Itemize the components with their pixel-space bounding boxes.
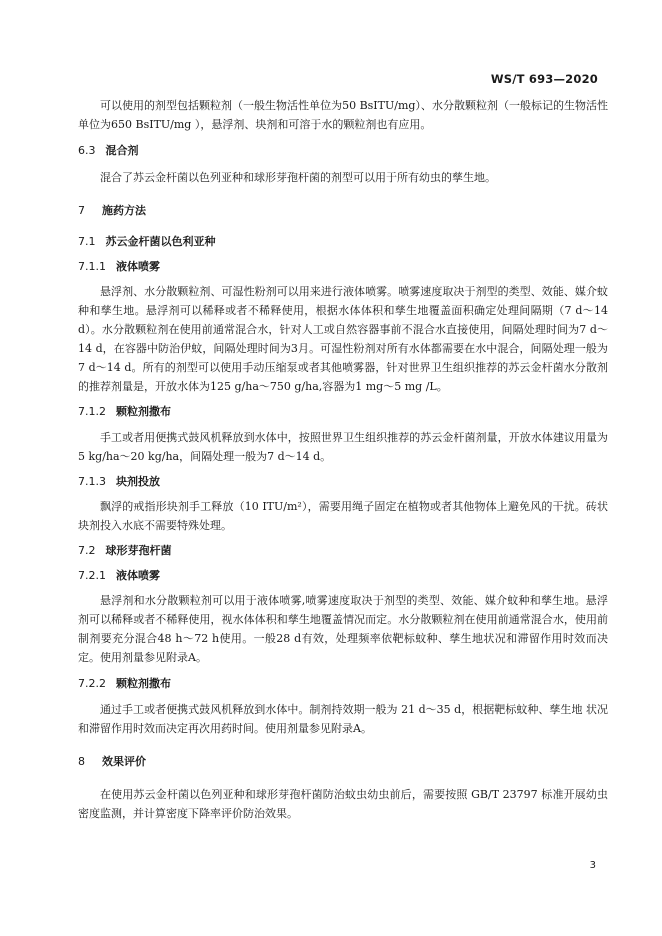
section-title: 球形芽孢杆菌 [105,544,172,557]
section-heading-7-1 [78,232,608,251]
section-heading-7-1-2 [78,402,608,421]
section-heading-6-3 [78,141,608,160]
section-title: 施药方法 [102,204,146,217]
section-number: 7.2.1 [78,569,106,582]
paragraph-evaluation: 在使用苏云金杆菌以色列亚种和球形芽孢杆菌防治蚊虫幼虫前后，需要按照 GB/T 23797 标准开展幼虫密度监测，并计算密度下降率评价防治效果。 [78,788,608,820]
paragraph-mixtures: 混合了苏云金杆菌以色列亚种和球形芽孢杆菌的剂型可以用于所有幼虫的孳生地。 [100,171,496,184]
section-number: 7 [78,204,85,217]
section-heading-7-1-3 [78,472,608,491]
section-number: 7.2 [78,544,96,557]
standard-code: WS/T 693—2020 [490,72,598,86]
paragraph-formulations: 可以使用的剂型包括颗粒剂（一般生物活性单位为50 BsITU/mg）、水分散颗粒剂（一般标记的生物活性单位为650 BsITU/mg ），悬浮剂、块剂和可溶于水的颗粒剂也有应用。 [78,99,608,131]
section-heading-7-2-2 [78,674,608,693]
section-heading-7-1-1 [78,257,608,276]
section-number: 8 [78,755,85,768]
paragraph-liquid-spray-bti: 悬浮剂、水分散颗粒剂、可湿性粉剂可以用来进行液体喷雾。喷雾速度取决于剂型的类型、效能、媒介蚊种和孳生地。悬浮剂可以稀释或者不稀释使用，根据水体体积和孳生地覆盖面积确定处理间隔期（7 d～14 d）。水分散颗粒剂在使用前通常混合水，针对人工或自然容器事前不混合水直接使用，间隔处理时间为7 d～14 d，在容器中防治伊蚊，间隔处理时间为3月。可湿性粉剂对所有水体都需要在水中混合，间隔处理一般为7 d～14 d。所有的剂型可以使用手动压缩泵或者其他喷雾器，针对世界卫生组织推荐的苏云金杆菌水分散剂的推荐剂量是，开放水体为125 g/ha～750 g/ha,容器为1 mg～5 mg /L。 [78,285,608,393]
section-title: 块剂投放 [116,475,160,488]
section-title: 颗粒剂撒布 [116,405,171,418]
section-number: 7.1 [78,235,96,248]
section-heading-7-2 [78,541,608,560]
section-title: 效果评价 [102,755,146,768]
section-number: 7.2.2 [78,677,106,690]
section-title: 液体喷雾 [116,569,160,582]
section-title: 混合剂 [105,144,139,157]
section-heading-7 [78,201,608,220]
paragraph-liquid-spray-bs: 悬浮剂和水分散颗粒剂可以用于液体喷雾,喷雾速度取决于剂型的类型、效能、媒介蚊种和孳生地。悬浮剂可以稀释或者不稀释使用，视水体体积和孳生地覆盖情况而定。水分散颗粒剂在使用前通常混合水，使用前制剂要充分混合48 h～72 h使用。一般28 d有效，处理频率依靶标蚊种、孳生地状况和滞留作用时效而决定。使用剂量参见附录A。 [78,594,608,664]
section-number: 6.3 [78,144,96,157]
section-number: 7.1.2 [78,405,106,418]
section-title: 苏云金杆菌以色利亚种 [105,235,216,248]
section-number: 7.1.3 [78,475,106,488]
section-heading-8 [78,752,608,771]
document-body [78,96,608,823]
section-title: 液体喷雾 [116,260,160,273]
section-title: 颗粒剂撒布 [116,677,171,690]
paragraph-briquette: 飘浮的戒指形块剂手工释放（10 ITU/m²），需要用绳子固定在植物或者其他物体上避免风的干扰。砖状块剂投入水底不需要特殊处理。 [78,500,608,532]
paragraph-granule-bti: 手工或者用便携式鼓风机释放到水体中，按照世界卫生组织推荐的苏云金杆菌剂量，开放水体建议用量为5 kg/ha～20 kg/ha，间隔处理一般为7 d～14 d。 [78,431,608,463]
page-number: 3 [589,860,596,871]
section-number: 7.1.1 [78,260,106,273]
section-heading-7-2-1 [78,566,608,585]
paragraph-granule-bs: 通过手工或者便携式鼓风机释放到水体中。制剂持效期一般为 21 d～35 d，根据靶标蚊种、孳生地 状况和滞留作用时效而决定再次用药时间。使用剂量参见附录A。 [78,703,608,735]
